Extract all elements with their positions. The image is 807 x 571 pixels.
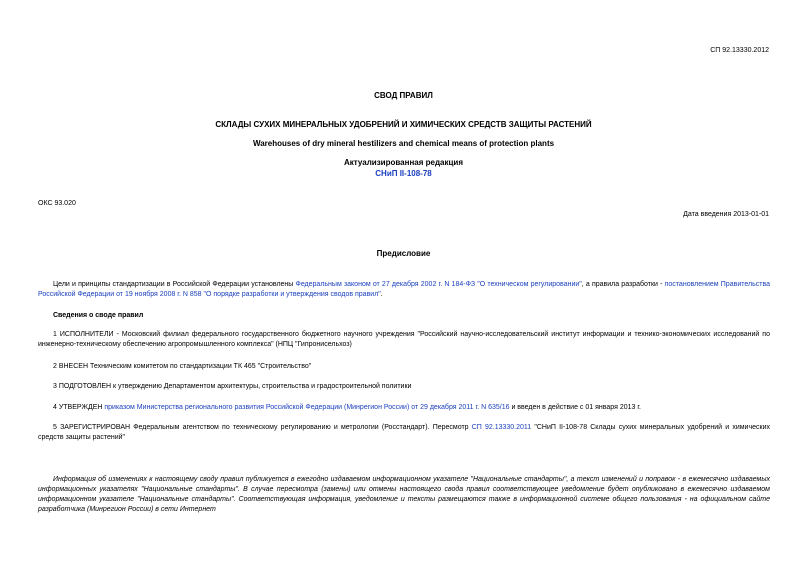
preface-heading: Предисловие <box>376 249 431 258</box>
document-code: СП 92.13330.2012 <box>710 47 769 54</box>
document-title-en: Warehouses of dry mineral hestilizers and chemical means of protection plants <box>252 139 555 148</box>
preface-text-b: , а правила разработки - <box>581 281 665 288</box>
info-item-5-text-b: "СНиП II-108-78 Склады сухих минеральных удобрений и химических средств защиты растений" <box>38 424 770 441</box>
edition-label: Актуализированная редакция <box>344 158 463 167</box>
info-item-4 <box>53 403 770 413</box>
info-item-1: 1 ИСПОЛНИТЕЛИ - Московский филиал федерального государственного бюджетного научного учреждения "Российский научно-исследовательский институт информации и технико-экономических исследований по инженерно-техническому обеспечению агропромышленного комплекса" (НПЦ "Гипронисельхоз) <box>38 331 770 348</box>
government-decree-link[interactable]: постановлением Правительства Российской Федерации от 19 ноября 2008 г. N 858 "О порядке разработки и утверждения сводов правил" <box>38 281 770 298</box>
preface-paragraph <box>38 280 770 300</box>
preface-text-a: Цели и принципы стандартизации в Российской Федерации установлены <box>53 281 296 288</box>
info-item-4-text-b: и введен в действие с 01 января 2013 г. <box>509 404 641 411</box>
svod-title: СВОД ПРАВИЛ <box>374 91 433 100</box>
oks-code: ОКС 93.020 <box>38 200 76 207</box>
info-item-2: 2 ВНЕСЕН Техническим комитетом по стандартизации ТК 465 "Строительство" <box>53 363 312 370</box>
sp-previous-link[interactable]: СП 92.13330.2011 <box>471 424 532 431</box>
preface-text-c: . <box>380 291 383 298</box>
effective-date: Дата введения 2013-01-01 <box>683 211 769 218</box>
info-item-5 <box>38 423 770 443</box>
document-title-ru: СКЛАДЫ СУХИХ МИНЕРАЛЬНЫХ УДОБРЕНИЙ И ХИМИЧЕСКИХ СРЕДСТВ ЗАЩИТЫ РАСТЕНИЙ <box>215 120 592 129</box>
info-item-5-text-a: 5 ЗАРЕГИСТРИРОВАН Федеральным агентством по техническому регулированию и метрологии (Росстандарт). Пересмотр <box>53 424 472 431</box>
ministry-order-link[interactable]: приказом Министерства регионального развития Российской Федерации (Минрегион России) от 29 декабря 2011 г. N 635/16 <box>104 404 510 411</box>
info-heading: Сведения о своде правил <box>53 312 144 319</box>
federal-law-link[interactable]: Федеральным законом от 27 декабря 2002 г. N 184-ФЗ "О техническом регулировании" <box>295 281 582 288</box>
info-item-3: 3 ПОДГОТОВЛЕН к утверждению Департаментом архитектуры, строительства и градостроительной политики <box>53 383 412 390</box>
snip-link[interactable]: СНиП II-108-78 <box>375 169 432 178</box>
notice-paragraph: Информация об изменениях к настоящему своду правил публикуется в ежегодно издаваемом информационном указателе "Национальные стандарты", а текст изменений и поправок - в ежемесячно издаваемых информационных указателях "Национальные стандарты". В случае пересмотра (замены) или отмены настоящего свода правил соответствующее уведомление будет опубликовано в ежемесячно издаваемом информационном указателе "Национальные стандарты". Соответствующая информация, уведомление и тексты размещаются также в информационной системе общего пользования - на официальном сайте разработчика (Минрегион России) в сети Интернет <box>38 476 770 513</box>
info-item-4-text-a: 4 УТВЕРЖДЕН <box>53 404 105 411</box>
